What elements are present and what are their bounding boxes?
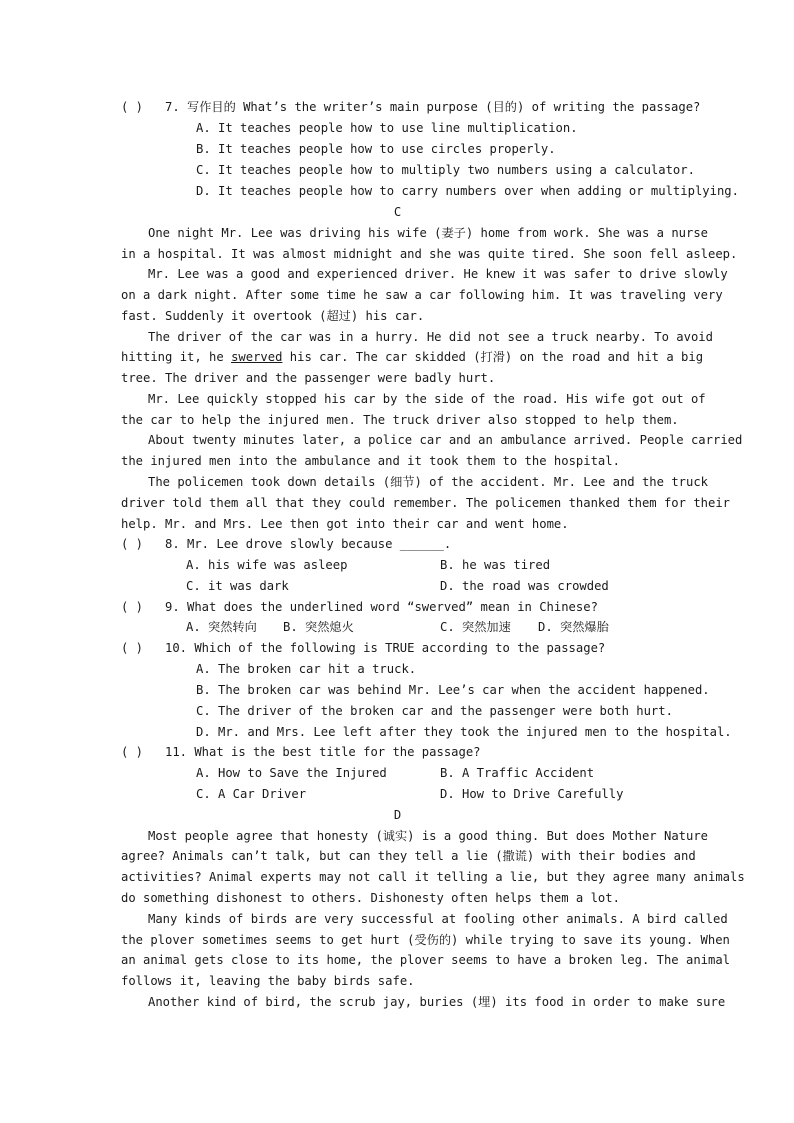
passage-line: Mr. Lee quickly stopped his car by the side of the road. His wife got out of	[148, 392, 706, 406]
options-row	[121, 576, 674, 597]
options-row	[121, 784, 674, 805]
question-text: 11. What is the best title for the passage?	[165, 745, 481, 759]
question-7	[121, 97, 701, 118]
option-d: D. 突然爆胎	[538, 620, 609, 634]
passage-line: About twenty minutes later, a police car and an ambulance arrived. People carried	[148, 433, 743, 447]
passage-line: agree? Animals can’t talk, but can they tell a lie (撒谎) with their bodies and	[121, 849, 696, 863]
option-a: A. 突然转向	[186, 620, 257, 634]
option-a: A. The broken car hit a truck.	[196, 662, 417, 676]
passage-line: fast. Suddenly it overtook (超过) his car.	[121, 309, 425, 323]
option-d: D. Mr. and Mrs. Lee left after they took the injured men to the hospital.	[196, 725, 732, 739]
answer-blank: ( )	[121, 537, 144, 551]
option-b: B. It teaches people how to use circles properly.	[196, 142, 556, 156]
passage-line: Mr. Lee was a good and experienced driver. He knew it was safer to drive slowly	[148, 267, 728, 281]
option-c: C. 突然加速	[440, 620, 511, 634]
answer-blank: ( )	[121, 745, 144, 759]
section-heading-d: D	[393, 808, 402, 822]
passage-line: Most people agree that honesty (诚实) is a good thing. But does Mother Nature	[148, 829, 709, 843]
option-c: C. The driver of the broken car and the passenger were both hurt.	[196, 704, 673, 718]
question-text: 9. What does the underlined word “swerved” mean in Chinese?	[165, 600, 598, 614]
question-text: 10. Which of the following is TRUE according to the passage?	[165, 641, 606, 655]
question-text: 7. 写作目的 What’s the writer’s main purpose (目的) of writing the passage?	[165, 100, 701, 114]
option-c: C. it was dark	[186, 579, 289, 593]
passage-line: tree. The driver and the passenger were badly hurt.	[121, 371, 496, 385]
option-a: A. How to Save the Injured	[196, 766, 387, 780]
option-b: B. 突然熄火	[283, 620, 354, 634]
section-heading-c: C	[393, 205, 402, 219]
passage-line: the plover sometimes seems to get hurt (受伤的) while trying to save its young. When	[121, 933, 730, 947]
passage-line: Another kind of bird, the scrub jay, buries (埋) its food in order to make sure	[148, 995, 726, 1009]
passage-line: help. Mr. and Mrs. Lee then got into their car and went home.	[121, 517, 569, 531]
option-c: C. It teaches people how to multiply two numbers using a calculator.	[196, 163, 695, 177]
passage-line: the car to help the injured men. The truck driver also stopped to help them.	[121, 413, 679, 427]
option-d: D. How to Drive Carefully	[440, 787, 624, 801]
option-d: D. It teaches people how to carry numbers over when adding or multiplying.	[196, 184, 739, 198]
option-d: D. the road was crowded	[440, 579, 609, 593]
option-b: B. A Traffic Accident	[440, 766, 595, 780]
option-a: A. his wife was asleep	[186, 558, 348, 572]
question-9	[121, 597, 674, 618]
passage-text: hitting it, he	[121, 350, 232, 364]
passage-line: activities? Animal experts may not call it telling a lie, but they agree many animals	[121, 870, 745, 884]
answer-blank: ( )	[121, 600, 144, 614]
answer-blank: ( )	[121, 100, 144, 114]
question-10	[121, 638, 674, 659]
option-a: A. It teaches people how to use line multiplication.	[196, 121, 578, 135]
question-8	[121, 534, 674, 555]
passage-text: his car. The car skidded (打滑) on the road and hit a big	[282, 350, 704, 364]
passage-line: One night Mr. Lee was driving his wife (妻子) home from work. She was a nurse	[148, 226, 709, 240]
question-11	[121, 742, 674, 763]
passage-line: The policemen took down details (细节) of the accident. Mr. Lee and the truck	[148, 475, 709, 489]
passage-line: an animal gets close to its home, the plover seems to have a broken leg. The animal	[121, 953, 731, 967]
option-b: B. he was tired	[440, 558, 551, 572]
question-text: 8. Mr. Lee drove slowly because ______.	[165, 537, 452, 551]
options-row	[121, 555, 674, 576]
passage-line: driver told them all that they could remember. The policemen thanked them for their	[121, 496, 731, 510]
underlined-word: swerved	[231, 350, 283, 364]
options-row	[121, 617, 674, 638]
passage-line	[121, 347, 704, 368]
options-row	[121, 763, 674, 784]
passage-line: on a dark night. After some time he saw a car following him. It was traveling very	[121, 288, 723, 302]
option-b: B. The broken car was behind Mr. Lee’s car when the accident happened.	[196, 683, 710, 697]
passage-line: in a hospital. It was almost midnight and she was quite tired. She soon fell asleep.	[121, 247, 738, 261]
passage-line: The driver of the car was in a hurry. He did not see a truck nearby. To avoid	[148, 330, 713, 344]
passage-line: follows it, leaving the baby birds safe.	[121, 974, 415, 988]
answer-blank: ( )	[121, 641, 144, 655]
passage-line: the injured men into the ambulance and it took them to the hospital.	[121, 454, 620, 468]
passage-line: Many kinds of birds are very successful at fooling other animals. A bird called	[148, 912, 728, 926]
passage-line: do something dishonest to others. Dishonesty often helps them a lot.	[121, 891, 620, 905]
option-c: C. A Car Driver	[196, 787, 307, 801]
